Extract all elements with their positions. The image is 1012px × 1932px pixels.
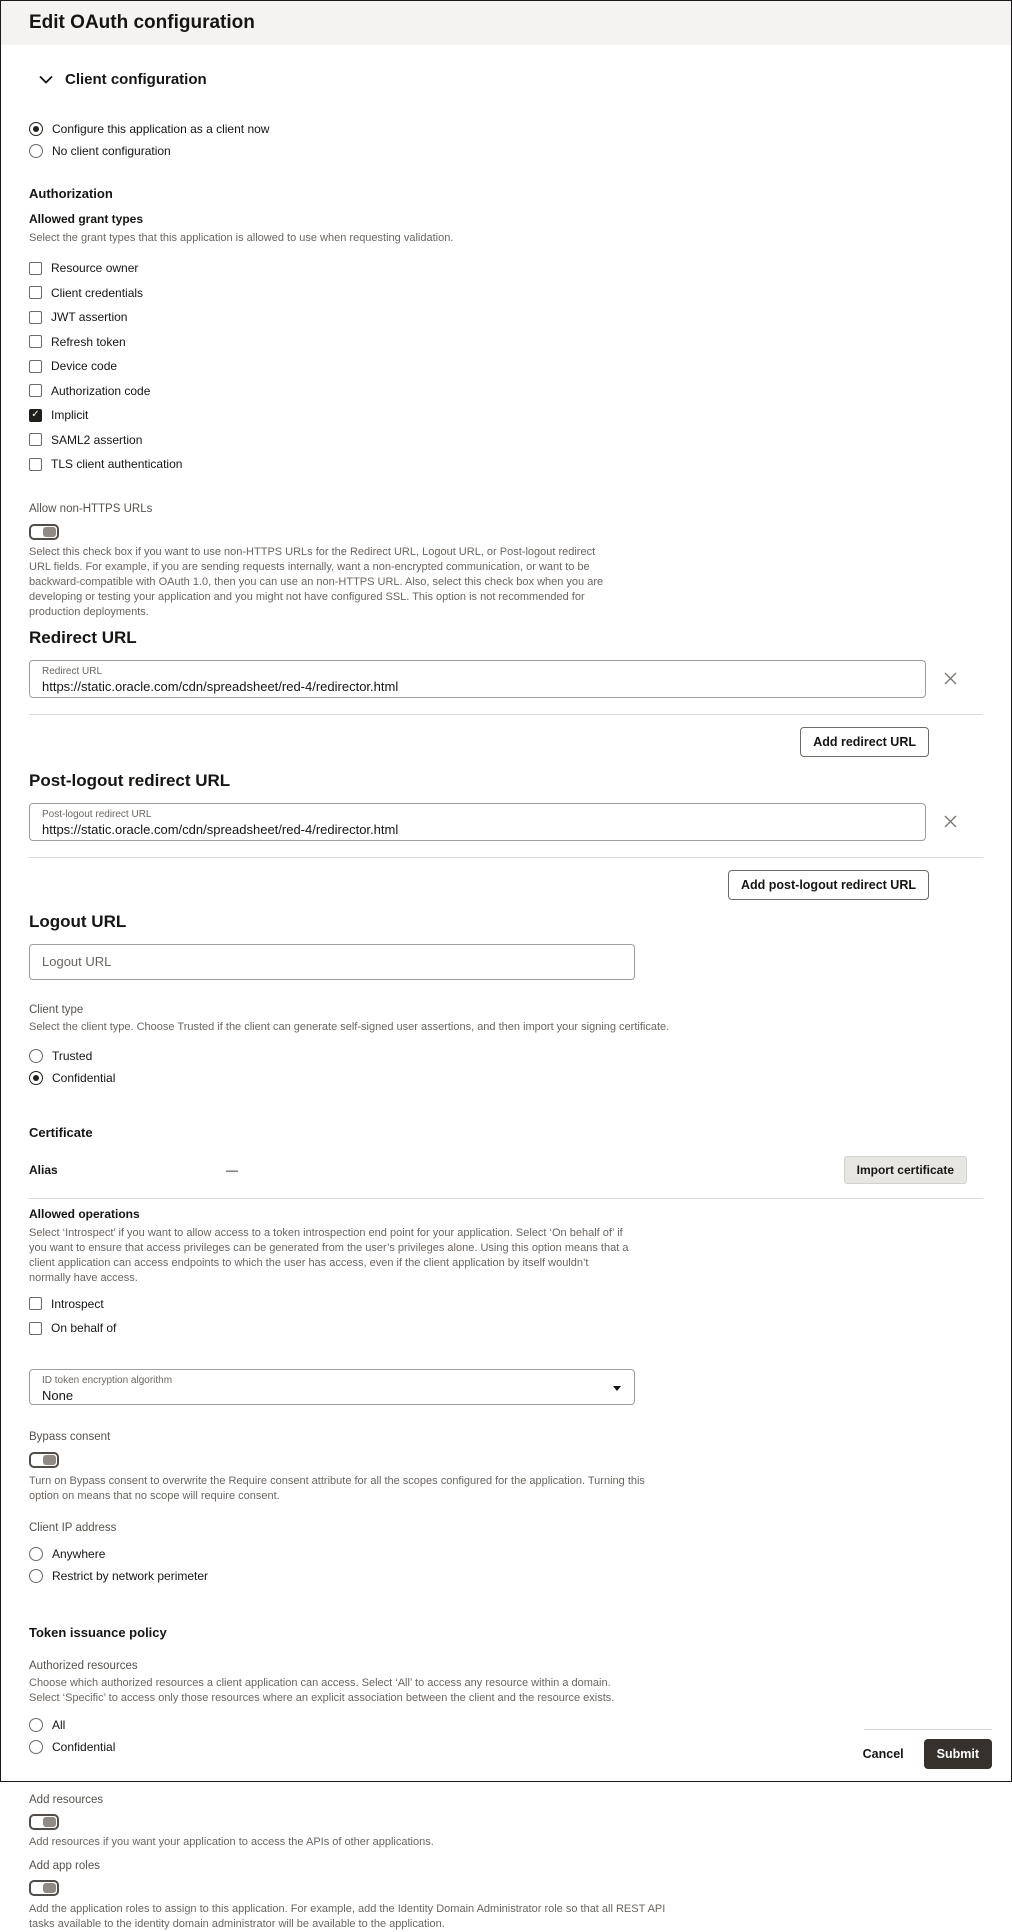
radio-icon[interactable] bbox=[29, 122, 43, 136]
client-type-label: Client type bbox=[29, 1003, 84, 1016]
checkbox-icon[interactable] bbox=[29, 384, 42, 397]
add-redirect-url-button[interactable]: Add redirect URL bbox=[800, 727, 929, 757]
radio-label: No client configuration bbox=[52, 144, 171, 158]
divider bbox=[29, 857, 983, 858]
grant-type-resource-owner[interactable] bbox=[29, 256, 983, 281]
add-app-roles-toggle[interactable] bbox=[29, 1880, 59, 1896]
checkbox-label: On behalf of bbox=[51, 1321, 117, 1336]
checkbox-label: SAML2 assertion bbox=[51, 432, 143, 447]
checkbox-label: Introspect bbox=[51, 1296, 104, 1311]
checkbox-label: Device code bbox=[51, 359, 118, 374]
radio-icon[interactable] bbox=[29, 1569, 43, 1583]
radio-icon[interactable] bbox=[29, 1740, 43, 1754]
checkbox-icon[interactable] bbox=[29, 360, 42, 373]
import-certificate-button[interactable]: Import certificate bbox=[844, 1156, 967, 1184]
token-issuance-policy-heading: Token issuance policy bbox=[29, 1624, 167, 1640]
radio-icon[interactable] bbox=[29, 1547, 43, 1561]
radio-configure-client-now[interactable] bbox=[29, 118, 983, 140]
checkbox-icon[interactable] bbox=[29, 286, 42, 299]
certificate-heading: Certificate bbox=[29, 1124, 93, 1140]
checkbox-label: Client credentials bbox=[51, 285, 144, 300]
page-header bbox=[1, 1, 1011, 45]
post-logout-redirect-url-heading: Post-logout redirect URL bbox=[29, 770, 231, 790]
checkbox-label: Refresh token bbox=[51, 334, 126, 349]
radio-no-client-configuration[interactable] bbox=[29, 140, 983, 162]
checkbox-label: TLS client authentication bbox=[51, 457, 183, 472]
checkbox-icon[interactable] bbox=[29, 262, 42, 275]
toggle-knob bbox=[43, 1455, 56, 1465]
alias-value: — bbox=[226, 1162, 238, 1177]
post-logout-redirect-url-field[interactable] bbox=[29, 803, 926, 841]
client-configuration-section-header[interactable] bbox=[39, 71, 983, 88]
dropdown-caret-icon bbox=[613, 1386, 621, 1391]
grant-type-client-credentials[interactable] bbox=[29, 281, 983, 306]
add-resources-label: Add resources bbox=[29, 1793, 104, 1806]
add-resources-toggle[interactable] bbox=[29, 1814, 59, 1830]
grant-type-jwt-assertion[interactable] bbox=[29, 305, 983, 330]
redirect-url-input[interactable] bbox=[42, 678, 913, 695]
allowed-grant-types-description: Select the grant types that this application is allowed to use when requesting validation. bbox=[29, 232, 454, 244]
radio-icon[interactable] bbox=[29, 1071, 43, 1085]
chevron-down-icon[interactable] bbox=[39, 75, 53, 84]
radio-restrict-by-network-perimeter[interactable] bbox=[29, 1565, 983, 1587]
radio-trusted[interactable] bbox=[29, 1045, 983, 1067]
radio-label: Restrict by network perimeter bbox=[52, 1568, 209, 1583]
redirect-url-heading: Redirect URL bbox=[29, 627, 137, 647]
clear-redirect-url-icon[interactable] bbox=[942, 671, 958, 687]
grant-type-implicit[interactable] bbox=[29, 403, 983, 428]
operation-introspect[interactable] bbox=[29, 1292, 983, 1317]
checkbox-icon[interactable] bbox=[29, 433, 42, 446]
radio-icon[interactable] bbox=[29, 144, 43, 158]
checkbox-label: JWT assertion bbox=[51, 310, 128, 325]
id-token-encryption-dropdown[interactable] bbox=[29, 1369, 635, 1405]
dropdown-label: ID token encryption algorithm bbox=[42, 1374, 173, 1386]
alias-label: Alias bbox=[29, 1162, 58, 1177]
operation-on-behalf-of[interactable] bbox=[29, 1316, 983, 1341]
authorized-resources-description: Choose which authorized resources a client application can access. Select ‘All’ to access any resource within a domain. Select ‘Specific’ to access only those resources where an explicit association between the client and the resource exists. bbox=[29, 1676, 615, 1704]
divider bbox=[29, 1198, 983, 1199]
radio-label: Anywhere bbox=[52, 1546, 106, 1561]
allow-non-https-label: Allow non-HTTPS URLs bbox=[29, 502, 153, 515]
bypass-consent-label: Bypass consent bbox=[29, 1430, 111, 1443]
radio-label: Trusted bbox=[52, 1048, 93, 1063]
post-logout-redirect-url-field-label: Post-logout redirect URL bbox=[42, 808, 152, 820]
footer-actions bbox=[864, 1729, 992, 1769]
client-ip-address-label: Client IP address bbox=[29, 1521, 117, 1534]
add-app-roles-label: Add app roles bbox=[29, 1859, 100, 1872]
bypass-consent-description: Turn on Bypass consent to overwrite the Require consent attribute for all the scopes configured for the application. Turning this option on means that no scope will require consent. bbox=[29, 1474, 645, 1502]
radio-confidential[interactable] bbox=[29, 1067, 983, 1089]
checkbox-label: Authorization code bbox=[51, 383, 151, 398]
grant-type-refresh-token[interactable] bbox=[29, 330, 983, 355]
checkbox-icon[interactable] bbox=[29, 1322, 42, 1335]
radio-authorized-confidential[interactable] bbox=[29, 1736, 983, 1758]
post-logout-redirect-url-input[interactable] bbox=[42, 821, 913, 838]
bypass-consent-toggle[interactable] bbox=[29, 1452, 59, 1468]
dropdown-value: None bbox=[42, 1387, 74, 1403]
toggle-knob bbox=[43, 1883, 56, 1893]
add-app-roles-description: Add the application roles to assign to this application. For example, add the Identity Domain Administrator role so that all REST API tasks available to the identity domain administrator will be available to the application. bbox=[29, 1902, 666, 1930]
grant-type-device-code[interactable] bbox=[29, 354, 983, 379]
toggle-knob bbox=[43, 527, 56, 537]
divider bbox=[29, 714, 983, 715]
client-configuration-title: Client configuration bbox=[65, 71, 207, 88]
cancel-button[interactable]: Cancel bbox=[862, 1747, 904, 1761]
grant-type-authorization-code[interactable] bbox=[29, 379, 983, 404]
allow-non-https-description: Select this check box if you want to use non-HTTPS URLs for the Redirect URL, Logout URL, or Post-logout redirect URL fields. For example, if you are sending requests internally, want a non-encrypted communication, or want to be backward-compatible with OAuth 1.0, then you can use an non-HTTPS URL. Also, select this check box when you are developing or testing your application and you might not have configured SSL. This option is not recommended for production deployments. bbox=[29, 545, 604, 618]
radio-label: All bbox=[52, 1717, 66, 1732]
submit-button[interactable]: Submit bbox=[924, 1739, 992, 1769]
grant-type-tls-client-authentication[interactable] bbox=[29, 452, 983, 477]
radio-label: Confidential bbox=[52, 1070, 116, 1085]
logout-url-input[interactable] bbox=[29, 944, 635, 980]
add-resources-description: Add resources if you want your application to access the APIs of other applications. bbox=[29, 1835, 434, 1848]
radio-anywhere[interactable] bbox=[29, 1543, 983, 1565]
page-title: Edit OAuth configuration bbox=[29, 12, 255, 33]
authorized-resources-label: Authorized resources bbox=[29, 1659, 138, 1672]
checkbox-label: Resource owner bbox=[51, 261, 139, 276]
toggle-knob bbox=[43, 1817, 56, 1827]
grant-type-saml2-assertion[interactable] bbox=[29, 428, 983, 453]
radio-all[interactable] bbox=[29, 1714, 983, 1736]
radio-icon[interactable] bbox=[29, 1718, 43, 1732]
checkbox-icon[interactable] bbox=[29, 311, 42, 324]
allowed-operations-label: Allowed operations bbox=[29, 1206, 140, 1221]
authorization-heading: Authorization bbox=[29, 186, 113, 201]
checkbox-icon[interactable] bbox=[29, 335, 42, 348]
clear-post-logout-redirect-url-icon[interactable] bbox=[942, 814, 958, 830]
checkbox-label: Implicit bbox=[51, 408, 89, 423]
client-type-description: Select the client type. Choose Trusted if the client can generate self-signed user assertions, and then import your signing certificate. bbox=[29, 1020, 670, 1033]
redirect-url-field-label: Redirect URL bbox=[42, 665, 103, 677]
allowed-grant-types-label: Allowed grant types bbox=[29, 212, 144, 226]
radio-label: Configure this application as a client now bbox=[52, 122, 270, 136]
radio-label: Confidential bbox=[52, 1739, 116, 1754]
add-post-logout-redirect-url-button[interactable]: Add post-logout redirect URL bbox=[728, 870, 929, 900]
redirect-url-field[interactable] bbox=[29, 660, 926, 698]
allow-non-https-toggle[interactable] bbox=[29, 524, 59, 540]
radio-icon[interactable] bbox=[29, 1049, 43, 1063]
logout-url-heading: Logout URL bbox=[29, 911, 127, 931]
allowed-operations-description: Select ‘Introspect’ if you want to allow access to a token introspection end point for your application. Select ‘On behalf of’ if you want to ensure that access privileges can be generated from the user’s privileges alone. Using this option means that a client application can access endpoints to which the user has access, even if the client application by itself wouldn’t normally have access. bbox=[29, 1226, 629, 1284]
checkbox-icon[interactable] bbox=[29, 1297, 42, 1310]
checkbox-checked-icon[interactable] bbox=[29, 409, 42, 422]
checkbox-icon[interactable] bbox=[29, 458, 42, 471]
